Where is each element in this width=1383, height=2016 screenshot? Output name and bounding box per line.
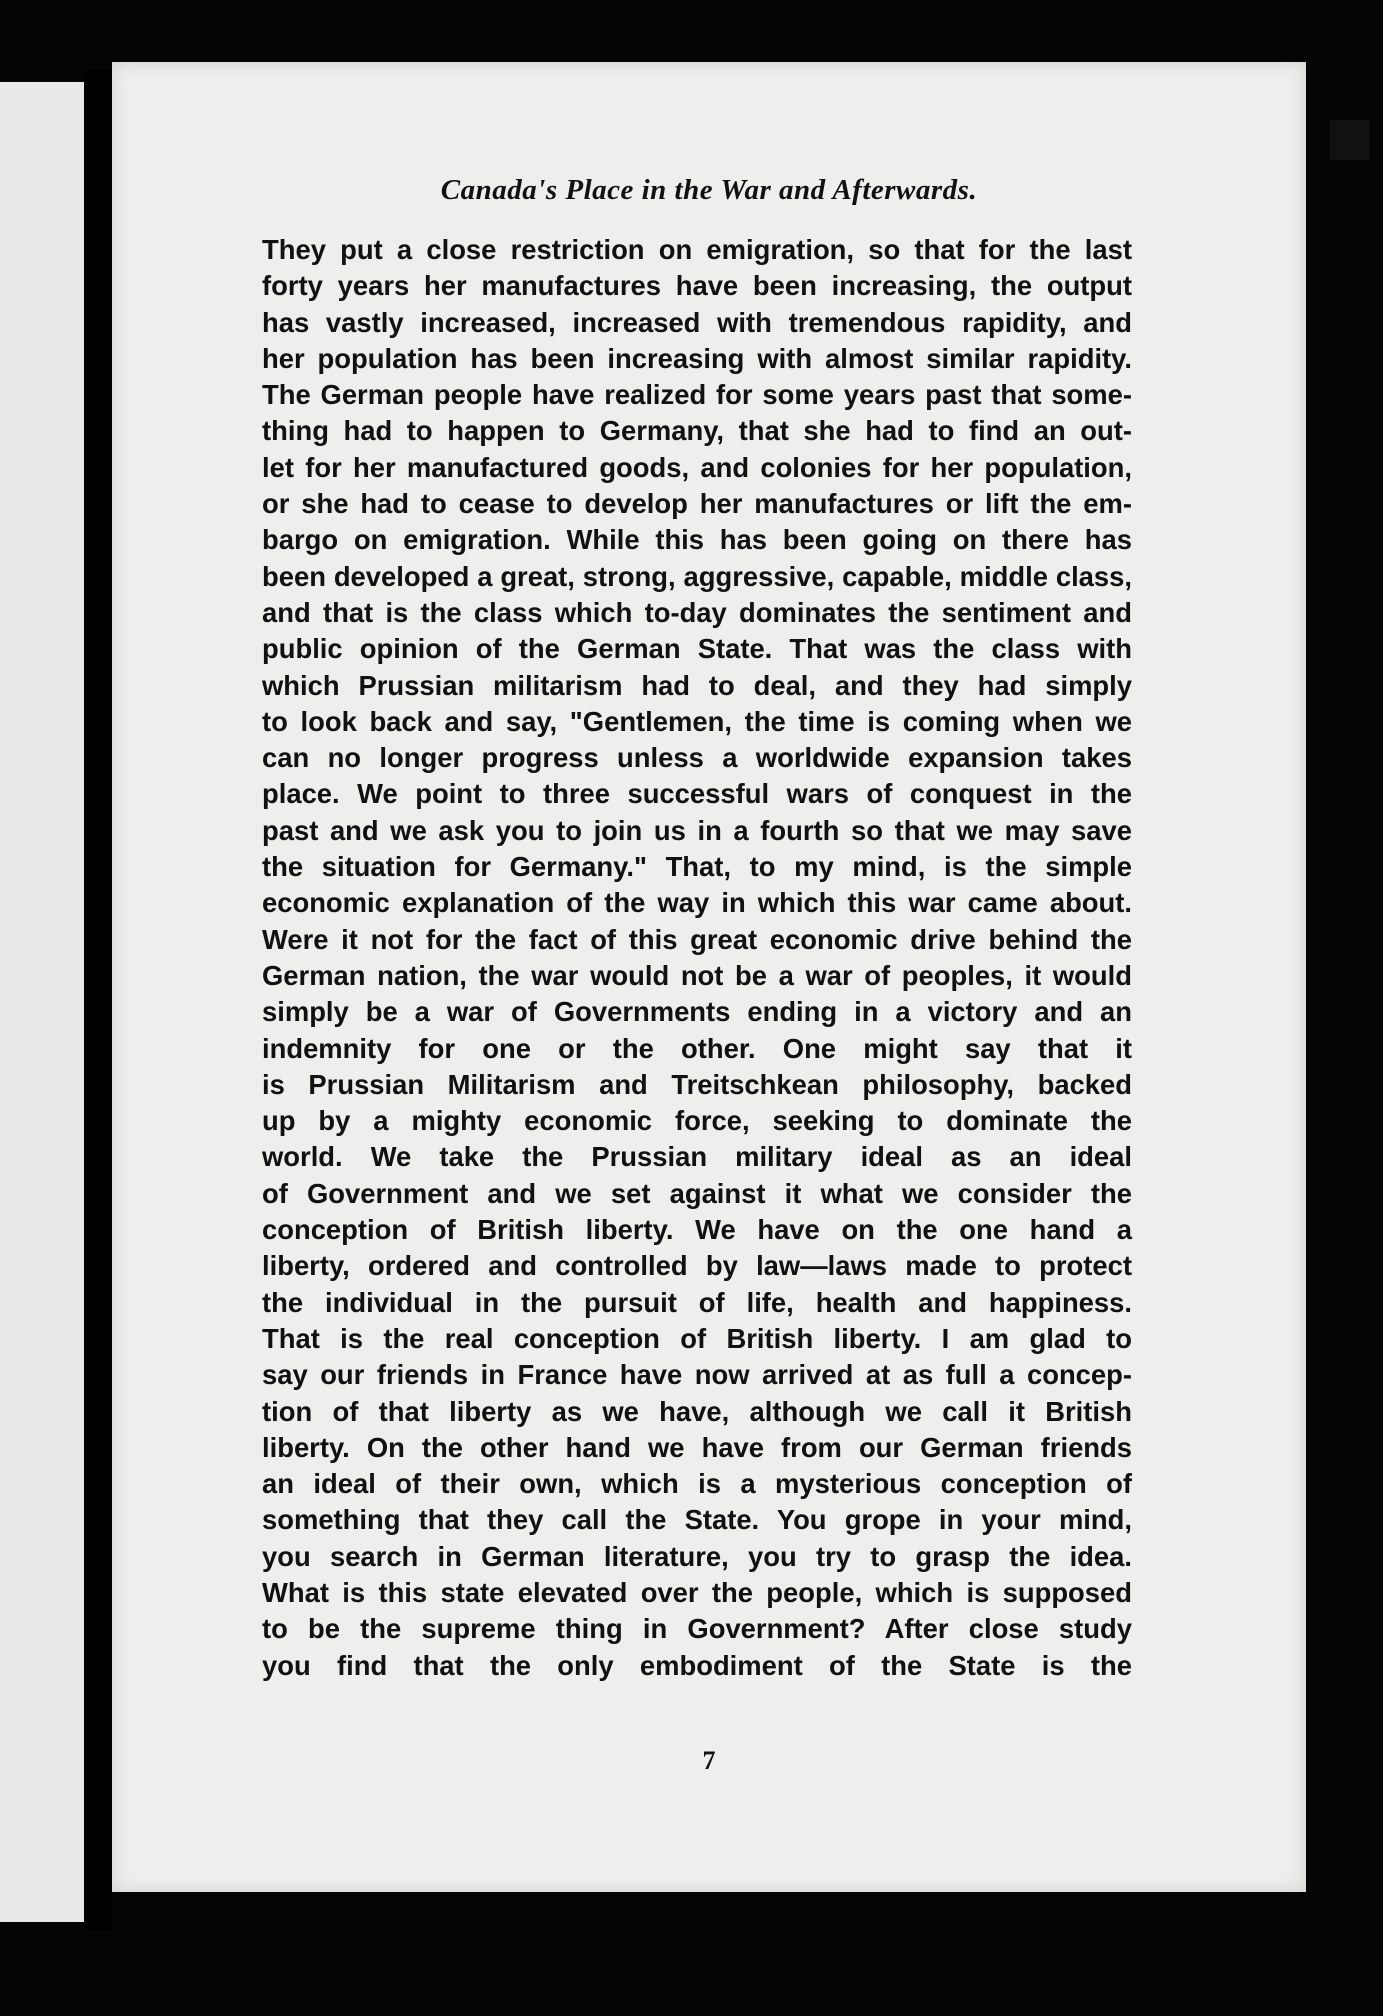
body-text — [262, 232, 1132, 1684]
text-line: That is the real conception of British liberty. I am glad to — [262, 1322, 1132, 1354]
text-line: German nation, the war would not be a war of peoples, it would — [262, 959, 1132, 991]
text-line: conception of British liberty. We have on the one hand a — [262, 1214, 1132, 1246]
text-line: let for her manufactured goods, and colonies for her population, — [262, 451, 1132, 483]
text-line: up by a mighty economic force, seeking to dominate the — [262, 1105, 1132, 1137]
text-line: past and we ask you to join us in a fourth so that we may save — [262, 814, 1132, 846]
text-line: public opinion of the German State. That was the class with — [262, 633, 1132, 665]
text-line: Were it not for the fact of this great economic drive behind the — [262, 923, 1132, 955]
facing-page-sliver — [0, 82, 84, 1922]
text-line: can no longer progress unless a worldwide expansion takes — [262, 742, 1132, 774]
text-line: place. We point to three successful wars of conquest in the — [262, 778, 1132, 810]
text-line: world. We take the Prussian military ideal as an ideal — [262, 1141, 1132, 1173]
text-line: or she had to cease to develop her manufactures or lift the em- — [262, 488, 1132, 520]
text-line: The German people have realized for some years past that some- — [262, 379, 1132, 411]
text-line: liberty. On the other hand we have from our German friends — [262, 1431, 1132, 1463]
text-line: forty years her manufactures have been increasing, the output — [262, 270, 1132, 302]
text-line: something that they call the State. You grope in your mind, — [262, 1504, 1132, 1536]
text-line: you find that the only embodiment of the State is the — [262, 1649, 1132, 1681]
text-line: has vastly increased, increased with tremendous rapidity, and — [262, 306, 1132, 338]
text-line: liberty, ordered and controlled by law—laws made to protect — [262, 1250, 1132, 1282]
text-line: They put a close restriction on emigration, so that for the last — [262, 234, 1132, 265]
text-line: thing had to happen to Germany, that she had to find an out- — [262, 415, 1132, 447]
text-line: you search in German literature, you try to grasp the idea. — [262, 1540, 1132, 1572]
text-line: to be the supreme thing in Government? After close study — [262, 1613, 1132, 1645]
running-head: Canada's Place in the War and Afterwards. — [440, 174, 978, 206]
text-line: bargo on emigration. While this has been going on there has — [262, 524, 1132, 556]
text-line: What is this state elevated over the people, which is supposed — [262, 1576, 1132, 1608]
text-line: say our friends in France have now arrived at as full a concep- — [262, 1359, 1132, 1391]
page-number: 7 — [702, 1746, 716, 1775]
text-line: an ideal of their own, which is a mysterious conception of — [262, 1468, 1132, 1500]
text-line: been developed a great, strong, aggressive, capable, middle class, — [262, 560, 1132, 592]
text-line: the situation for Germany." That, to my mind, is the simple — [262, 851, 1132, 883]
text-line: and that is the class which to-day dominates the sentiment and — [262, 596, 1132, 628]
text-line: indemnity for one or the other. One might say that it — [262, 1032, 1132, 1064]
document-page — [112, 62, 1306, 1892]
text-line: the individual in the pursuit of life, health and happiness. — [262, 1286, 1132, 1318]
text-line: simply be a war of Governments ending in a victory and an — [262, 996, 1132, 1028]
binding-gutter — [84, 70, 112, 1930]
text-line: is Prussian Militarism and Treitschkean philosophy, backed — [262, 1068, 1132, 1100]
text-line: economic explanation of the way in which this war came about. — [262, 887, 1132, 919]
text-line: which Prussian militarism had to deal, and they had simply — [262, 669, 1132, 701]
text-line: her population has been increasing with almost similar rapidity. — [262, 342, 1132, 374]
text-line: to look back and say, "Gentlemen, the time is coming when we — [262, 705, 1132, 737]
edge-artifact — [1330, 120, 1370, 160]
text-line: of Government and we set against it what we consider the — [262, 1177, 1132, 1209]
text-line: tion of that liberty as we have, although we call it British — [262, 1395, 1132, 1427]
